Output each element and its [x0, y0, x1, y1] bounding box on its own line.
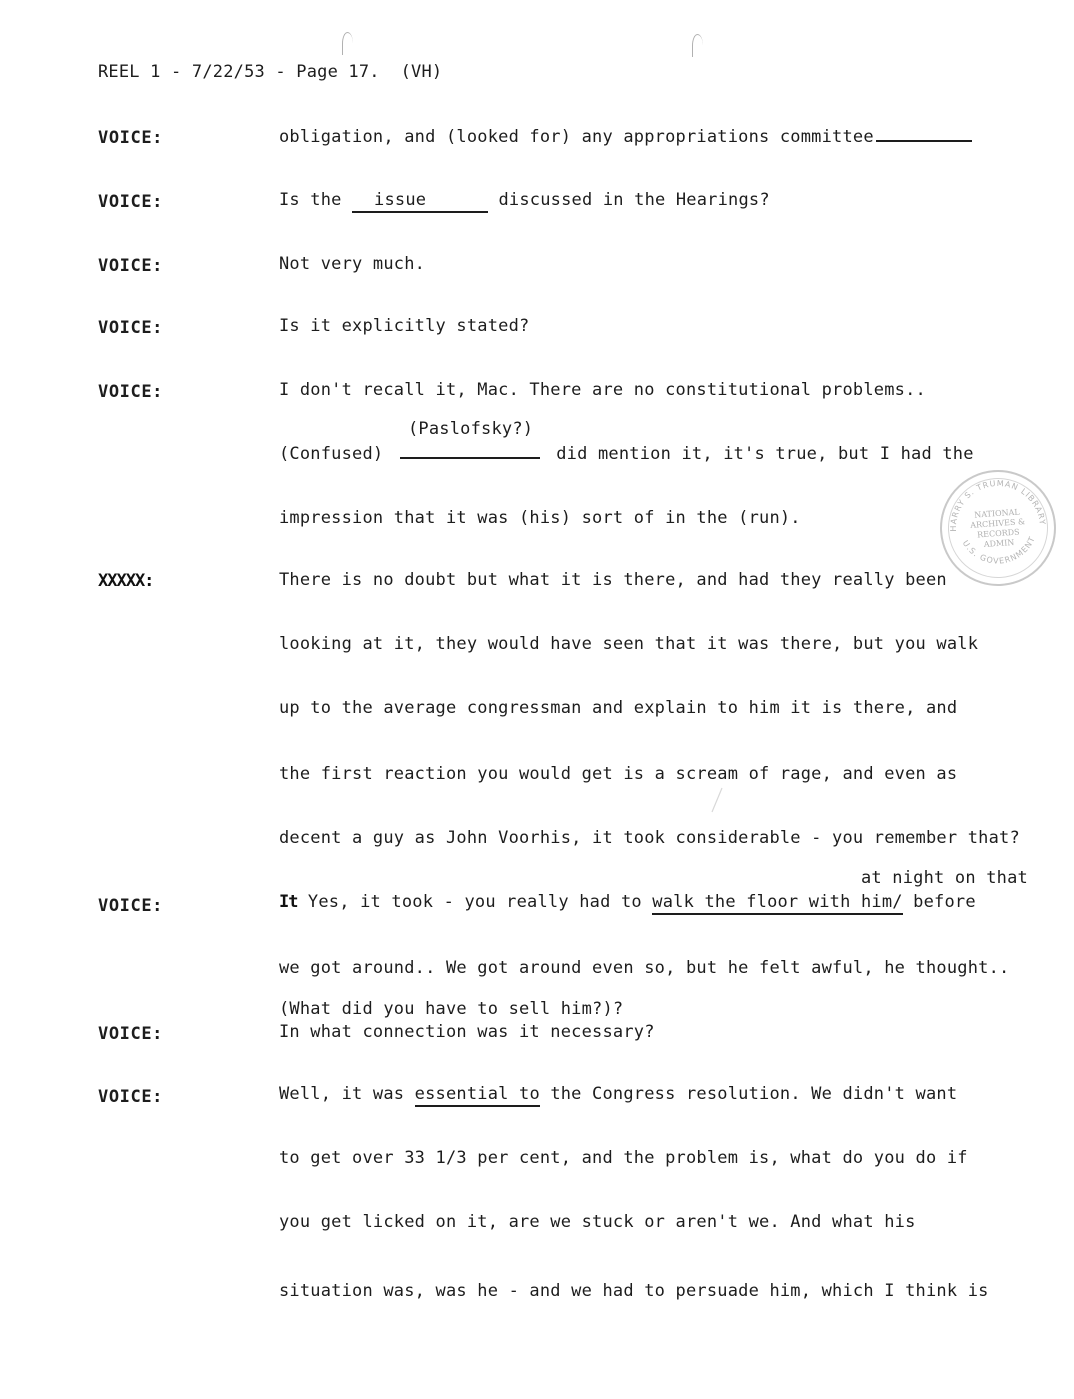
stamp-center-line: ARCHIVES & [970, 517, 1026, 530]
header-initials: (VH) [400, 62, 443, 82]
speaker-label: VOICE: [98, 128, 164, 148]
stamp-center-line: ADMIN [983, 537, 1015, 550]
speaker-label: VOICE: [98, 256, 164, 276]
transcript-line [279, 443, 974, 464]
blank-line [400, 443, 540, 459]
transcript-line: Not very much. [279, 254, 426, 274]
stamp-ring-top: HARRY S. TRUMAN LIBRARY [948, 478, 1047, 532]
line-text: Well, it was [279, 1084, 405, 1104]
stamp-ring-bottom: U.S. GOVERNMENT [960, 534, 1038, 566]
line-text: Yes, it took - you really had to [307, 892, 642, 912]
blank-value: issue [374, 190, 427, 210]
stamp-graphic [938, 468, 1058, 588]
transcript-line: the first reaction you would get is a scream of rage, and even as [279, 764, 958, 784]
underlined-phrase: walk the floor with him/ [652, 892, 902, 915]
transcript-line: looking at it, they would have seen that it was there, but you walk [279, 634, 979, 654]
page-header [98, 62, 442, 82]
transcript-line: I don't recall it, Mac. There are no constitutional problems.. [279, 380, 926, 400]
filled-blank [352, 190, 488, 213]
transcript-line: to get over 33 1/3 per cent, and the problem is, what do you do if [279, 1148, 968, 1168]
header-reel: REEL 1 - 7/22/53 - Page 17. [98, 62, 380, 82]
transcript-line: There is no doubt but what it is there, and had they really been [279, 570, 947, 590]
transcript-line: you get licked on it, are we stuck or aren't we. And what his [279, 1212, 916, 1232]
line-text: did mention it, it's true, but I had the [556, 444, 974, 464]
blank-line [876, 126, 972, 142]
underlined-phrase: essential to [415, 1084, 540, 1107]
line-text: (Confused) [279, 444, 384, 464]
speaker-label: VOICE: [98, 896, 164, 916]
stamp-center-line: RECORDS [976, 527, 1020, 540]
speaker-label: VOICE: [98, 382, 164, 402]
transcript-line: we got around.. We got around even so, but he felt awful, he thought.. [279, 958, 1010, 978]
speaker-label: VOICE: [98, 1087, 164, 1107]
struck-speaker-label: XXXXX: [98, 571, 154, 591]
transcript-line: up to the average congressman and explain to him it is there, and [279, 698, 958, 718]
transcript-line: (What did you have to sell him?)? [279, 999, 624, 1019]
speaker-label: VOICE: [98, 192, 164, 212]
transcript-line [279, 1084, 957, 1104]
line-text: before [913, 892, 976, 912]
transcript-line: In what connection was it necessary? [279, 1022, 655, 1042]
transcript-line: situation was, was he - and we had to persuade him, which I think is [279, 1281, 989, 1301]
interlinear-note: (Paslofsky?) [408, 419, 534, 439]
stray-pen-mark [706, 786, 726, 816]
line-text: Is the [279, 190, 342, 210]
struck-word: It [279, 892, 298, 912]
archive-stamp [936, 466, 1060, 590]
transcript-line: Is it explicitly stated? [279, 316, 530, 336]
binding-mark-right [692, 34, 703, 57]
stamp-center-line: NATIONAL [973, 507, 1020, 520]
interlinear-note: at night on that [861, 868, 1028, 888]
binding-mark-left [342, 32, 353, 55]
transcript-line [279, 892, 976, 912]
transcript-line [279, 190, 770, 213]
transcript-line: impression that it was (his) sort of in the (run). [279, 508, 801, 528]
transcript-line [279, 126, 972, 147]
speaker-label: VOICE: [98, 1024, 164, 1044]
line-text: obligation, and (looked for) any appropriations committee [279, 127, 874, 147]
line-text: the Congress resolution. We didn't want [550, 1084, 958, 1104]
transcript-line: decent a guy as John Voorhis, it took considerable - you remember that? [279, 828, 1020, 848]
speaker-label: VOICE: [98, 318, 164, 338]
line-text: discussed in the Hearings? [498, 190, 770, 210]
